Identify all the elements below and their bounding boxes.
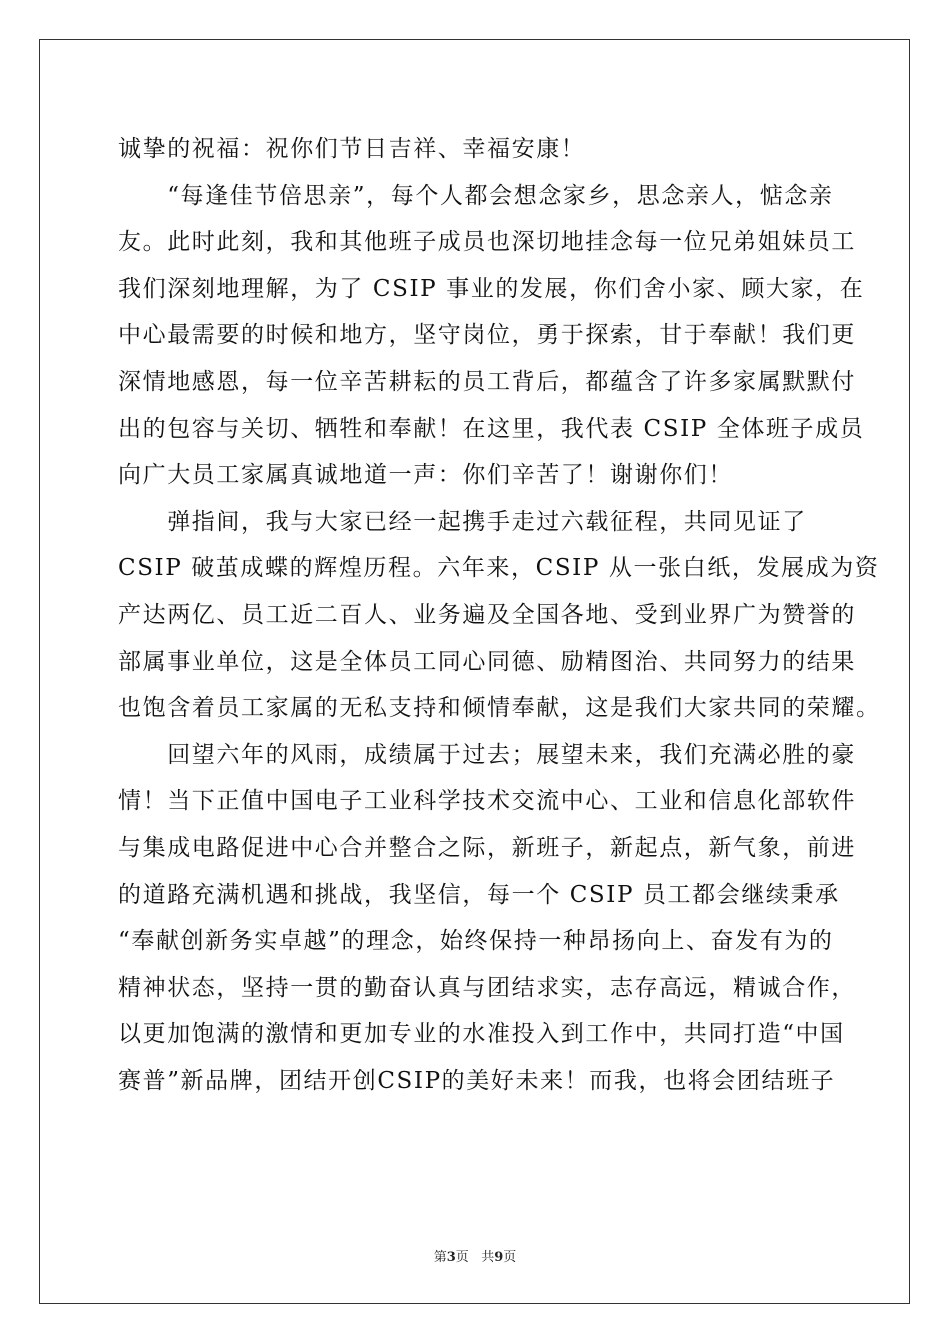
- text-line: “奉献创新务实卓越”的理念，始终保持一种昂扬向上、奋发有为的: [118, 928, 834, 955]
- text-line: 中心最需要的时候和地方，坚守岗位，勇于探索，甘于奉献！我们更: [118, 322, 856, 349]
- text-line: 精神状态，坚持一贯的勤奋认真与团结求实，志存高远，精诚合作，: [118, 974, 856, 1001]
- text-line: 深情地感恩，每一位辛苦耕耘的员工背后，都蕴含了许多家属默默付: [118, 368, 856, 395]
- text-line: 弹指间，我与大家已经一起携手走过六载征程，共同见证了: [118, 508, 807, 535]
- page-number: 3: [446, 1250, 456, 1265]
- text-line: 诚挚的祝福：祝你们节日吉祥、幸福安康！: [118, 136, 586, 162]
- text-line: “每逢佳节倍思亲”，每个人都会想念家乡，思念亲人，惦念亲: [118, 182, 834, 209]
- text-line: 回望六年的风雨，成绩属于过去；展望未来，我们充满必胜的豪: [118, 741, 856, 768]
- text-line: 我们深刻地理解，为了 CSIP 事业的发展，你们舍小家、顾大家，在: [118, 275, 865, 302]
- text-line: CSIP 破茧成蝶的辉煌历程。六年来，CSIP 从一张白纸，发展成为资: [118, 555, 880, 582]
- text-line: 也饱含着员工家属的无私支持和倾情奉献，这是我们大家共同的荣耀。: [118, 695, 881, 722]
- text-line: 的道路充满机遇和挑战，我坚信，每一个 CSIP 员工都会继续秉承: [118, 881, 840, 908]
- page-prefix: 第: [433, 1250, 447, 1265]
- text-line: 情！当下正值中国电子工业科学技术交流中心、工业和信息化部软件: [118, 788, 856, 815]
- text-line: 友。此时此刻，我和其他班子成员也深切地挂念每一位兄弟姐妹员工: [118, 229, 856, 256]
- text-line: 以更加饱满的激情和更加专业的水准投入到工作中，共同打造“中国: [118, 1021, 845, 1048]
- text-line: 与集成电路促进中心合并整合之际，新班子，新起点，新气象，前进: [118, 834, 856, 861]
- page-suffix: 页: [455, 1250, 469, 1265]
- page-footer: [0, 1246, 950, 1265]
- total-prefix: 共: [481, 1250, 495, 1265]
- total-suffix: 页: [503, 1250, 517, 1265]
- document-body: [118, 126, 881, 1104]
- text-line: 部属事业单位，这是全体员工同心同德、励精图治、共同努力的结果: [118, 648, 856, 675]
- text-line: 出的包容与关切、牺牲和奉献！在这里，我代表 CSIP 全体班子成员: [118, 415, 865, 442]
- total-pages: 9: [494, 1250, 504, 1265]
- text-line: 产达两亿、员工近二百人、业务遍及全国各地、受到业界广为赞誉的: [118, 601, 856, 628]
- text-line: 向广大员工家属真诚地道一声：你们辛苦了！谢谢你们！: [118, 462, 733, 489]
- text-line: 赛普”新品牌，团结开创CSIP的美好未来！而我，也将会团结班子: [118, 1067, 836, 1094]
